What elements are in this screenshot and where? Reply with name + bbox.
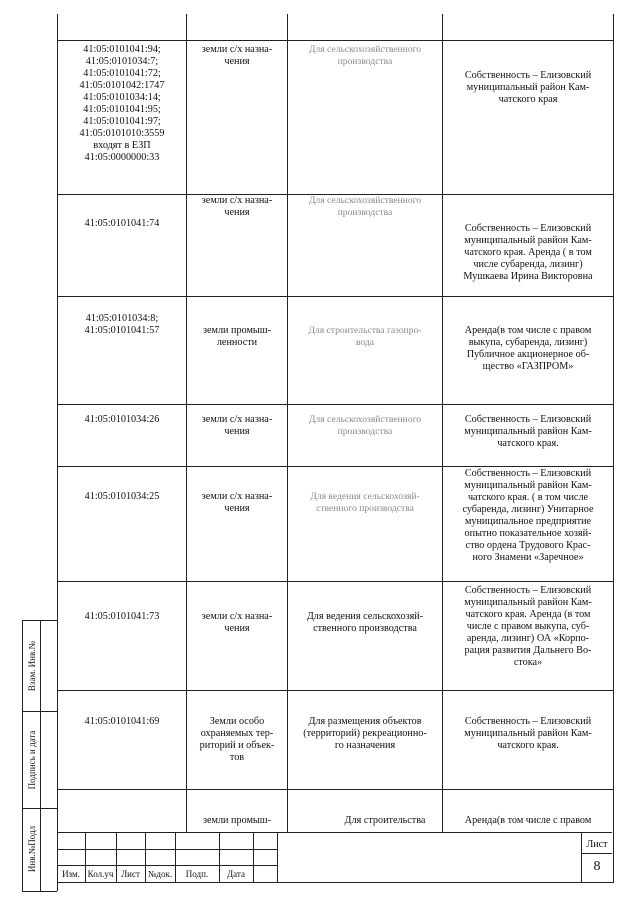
use-cell: Для ведения сельскохозяй- ственного производства bbox=[310, 491, 420, 514]
margin-column-labels bbox=[23, 621, 41, 891]
cadastral-cell: 41:05:0101034:26 bbox=[84, 414, 160, 425]
rights-cell: Аренда(в том числе с правом bbox=[464, 815, 592, 826]
category-cell: Земли особо охраняемых тер- риторий и объек- тов bbox=[199, 716, 275, 763]
use-cell: Для ведения сельскохозяй- ственного производства bbox=[306, 611, 424, 634]
sheet-label: Лист bbox=[586, 839, 608, 850]
rights-cell: Собственность – Елизовский муниципальный равйон Кам- чатского края. Аренда ( в том числе субаренда, лизинг) Мушкаева Ирина Викторовна bbox=[463, 223, 593, 282]
margin-stamp bbox=[22, 620, 57, 892]
category-cell: земли промыш- bbox=[202, 815, 272, 826]
sheet-divider bbox=[582, 853, 612, 854]
revision-grid bbox=[57, 833, 277, 883]
inv-podl-label: Инв.№Подл bbox=[26, 825, 37, 873]
category-cell: земли с/х назна- чения bbox=[201, 414, 273, 437]
category-cell: земли с/х назна- чения bbox=[201, 195, 273, 218]
grid-line bbox=[57, 849, 277, 850]
use-cell: Для сельскохозяйственного производства bbox=[308, 44, 422, 67]
rights-cell: Собственность – Елизовский муниципальный район Кам- чатского края bbox=[464, 70, 592, 105]
rights-cell: Собственность – Елизовский муниципальный равйон Кам- чатского края. bbox=[464, 716, 592, 751]
cadastral-cell: 41:05:0101034:8; 41:05:0101041:57 bbox=[84, 313, 160, 336]
use-cell: Для строительства газопро- вода bbox=[308, 325, 422, 348]
use-cell: Для сельскохозяйственного производства bbox=[308, 414, 422, 437]
use-cell: Для размещения объектов (территорий) рекреационно- го назначения bbox=[303, 716, 427, 751]
row-divider bbox=[58, 40, 613, 41]
margin-column-blank bbox=[40, 621, 58, 891]
row-divider bbox=[58, 296, 613, 297]
row-divider bbox=[58, 581, 613, 582]
vzam-inv-label: Взам. Инв.№ bbox=[26, 640, 37, 692]
list-label: Лист bbox=[121, 869, 140, 879]
data-label: Дата bbox=[227, 869, 245, 879]
rights-cell: Собственность – Елизовский муниципальный равйон Кам- чатского края. bbox=[464, 414, 592, 449]
margin-blank-2 bbox=[40, 711, 57, 809]
use-cell: Для сельскохозяйственного производства bbox=[308, 195, 422, 218]
sheet-number: 8 bbox=[593, 859, 601, 874]
title-block-main bbox=[277, 833, 583, 883]
margin-cell-inv bbox=[23, 808, 40, 890]
rights-cell: Аренда(в том числе с правом выкупа, субаренда, лизинг) Публичное акционерное об- щество «ГАЗПРОМ» bbox=[464, 325, 592, 372]
cadastral-cell: 41:05:0101041:69 bbox=[84, 716, 160, 727]
row-divider bbox=[58, 404, 613, 405]
sheet-number-box bbox=[581, 833, 612, 883]
margin-blank-1 bbox=[40, 621, 57, 712]
rights-cell: Собственность – Елизовский муниципальный равйон Кам- чатского края. Аренда (в том числе с правом выкупа, суб- аренда, лизинг) ОА «Корпо- рация развития Дальнего Во- стока» bbox=[464, 585, 592, 668]
row-divider bbox=[58, 690, 613, 691]
category-cell: земли промыш- ленности bbox=[202, 325, 272, 348]
ndok-label: №док. bbox=[147, 869, 173, 879]
kol-uch-label: Кол.уч bbox=[87, 869, 114, 879]
margin-cell-vzam bbox=[23, 621, 40, 712]
land-table bbox=[57, 14, 614, 883]
title-block bbox=[57, 832, 612, 883]
row-divider bbox=[58, 789, 613, 790]
category-cell: земли с/х назна- чения bbox=[201, 611, 273, 634]
rights-cell: Собственность – Елизовский муниципальный равйон Кам- чатского края. ( в том числе субаренда, лизинг) Унитарное муниципальное предприятие опытно показательное хозяй- ство ордена Трудового Крас- ного Знамени «Заречное» bbox=[462, 468, 594, 563]
margin-cell-podpis bbox=[23, 711, 40, 809]
category-cell: земли с/х назна- чения bbox=[201, 491, 273, 514]
cadastral-cell: 41:05:0101041:74 bbox=[84, 218, 160, 229]
use-cell: Для строительства bbox=[344, 815, 426, 826]
category-cell: земли с/х назна- чения bbox=[201, 44, 273, 67]
cadastral-cell: 41:05:0101034:25 bbox=[84, 491, 160, 502]
grid-line bbox=[253, 833, 254, 883]
izm-label: Изм. bbox=[62, 869, 80, 879]
cadastral-cell: 41:05:0101041:73 bbox=[84, 611, 160, 622]
podpis-data-label: Подпись и дата bbox=[26, 730, 37, 789]
row-divider bbox=[58, 466, 613, 467]
grid-line bbox=[57, 865, 277, 866]
cadastral-cell: 41:05:0101041:94; 41:05:0101034:7; 41:05:0101041:72; 41:05:0101042:1747 41:05:0101034:14; 41:05:0101041:95; 41:05:0101041:97; 41:05:0101010:3559 входят в ЕЗП 41:05:0000000:33 bbox=[79, 44, 165, 163]
podp-label: Подп. bbox=[185, 869, 209, 879]
